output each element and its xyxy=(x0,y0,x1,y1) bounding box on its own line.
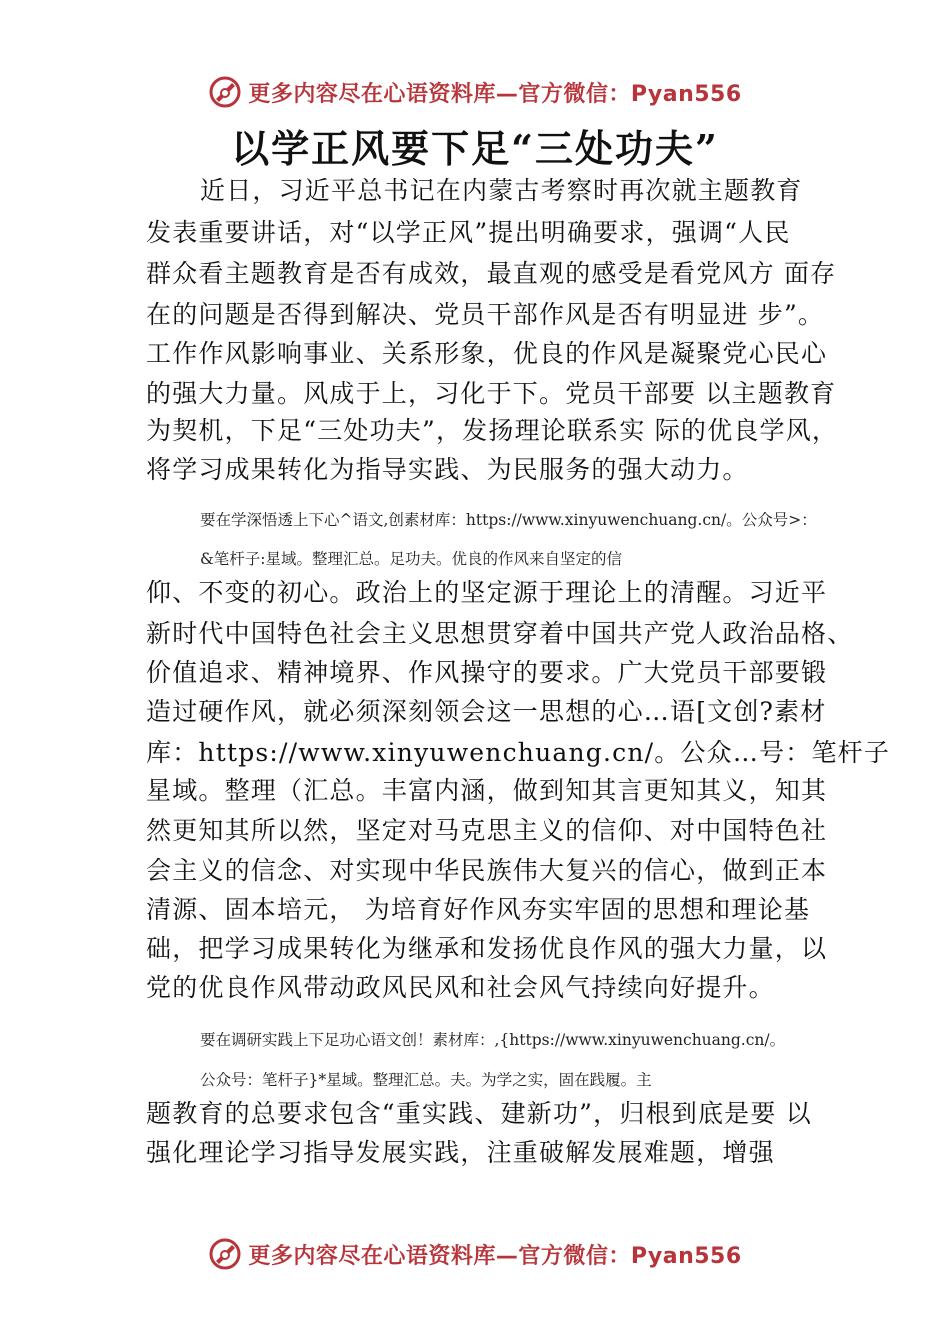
text-line: 题教育的总要求包含“重实践、建新功”，归根到底是要 以 xyxy=(146,1099,812,1128)
text-line: 然更知其所以然，坚定对马克思主义的信仰、对中国特色社 xyxy=(146,816,828,845)
brush-logo-icon xyxy=(208,75,242,109)
text-line: 造过硬作风，就必须深刻领会这一思想的心…语[文创?素材 xyxy=(146,697,827,726)
banner-text: 更多内容尽在心语资料库—官方微信：Pyan556 xyxy=(248,1243,742,1269)
header-banner xyxy=(0,70,950,114)
brush-logo-icon xyxy=(208,1237,242,1271)
text-line: 新时代中国特色社会主义思想贯穿着中国共产党人政治品格、 xyxy=(146,619,854,648)
banner-text: 更多内容尽在心语资料库—官方微信：Pyan556 xyxy=(248,81,742,107)
text-line: 仰、不变的初心。政治上的坚定源于理论上的清醒。习近平 xyxy=(146,578,828,607)
text-line: 础，把学习成果转化为继承和发扬优良作风的强大力量，以 xyxy=(146,934,828,963)
footer-banner xyxy=(0,1232,950,1276)
page-title: 以学正风要下足“三处功夫” xyxy=(231,126,719,171)
text-line: 的强大力量。风成于上，习化于下。党员干部要 以主题教育 xyxy=(146,379,837,408)
text-line: 为契机，下足“三处功夫”，发扬理论联系实 际的优良学风， xyxy=(146,416,839,445)
text-line: 清源、固本培元， 为培育好作风夯实牢固的思想和理论基 xyxy=(146,895,811,924)
text-line: 将学习成果转化为指导实践、为民服务的强大动力。 xyxy=(146,455,749,484)
text-line: 库：https://www.xinyuwenchuang.cn/。公众…号：笔杆子 xyxy=(146,738,891,767)
text-line: 会主义的信念、对实现中华民族伟大复兴的信心，做到正本 xyxy=(146,856,828,885)
text-line: 近日，习近平总书记在内蒙古考察时再次就主题教育 xyxy=(200,176,803,205)
small-text-line: 要在调研实践上下足功心语文创！素材库：,{https://www.xinyuwenchuang.cn/。 xyxy=(200,1031,786,1049)
text-line: 发表重要讲话，对“以学正风”提出明确要求，强调“人民 xyxy=(146,218,791,247)
text-line: 价值追求、精神境界、作风操守的要求。广大党员干部要锻 xyxy=(146,658,828,687)
small-text-line: 公众号：笔杆子}*星域。整理汇总。夫。为学之实，固在践履。主 xyxy=(200,1071,652,1089)
text-line: 群众看主题教育是否有成效，最直观的感受是看党风方 面存 xyxy=(146,259,837,288)
text-line: 在的问题是否得到解决、党员干部作风是否有明显进 步”。 xyxy=(146,300,825,329)
small-text-line: &笔杆子:星域。整理汇总。足功夫。优良的作风来自坚定的信 xyxy=(200,550,623,568)
small-text-line: 要在学深悟透上下心^语文,创素材库：https://www.xinyuwenchuang.cn/。公众号>： xyxy=(200,511,817,529)
text-line: 党的优良作风带动政风民风和社会风气持续向好提升。 xyxy=(146,973,775,1002)
text-line: 工作作风影响事业、关系形象，优良的作风是凝聚党心民心 xyxy=(146,339,828,368)
text-line: 强化理论学习指导发展实践，注重破解发展难题，增强 xyxy=(146,1138,775,1167)
text-line: 星域。整理（汇总。丰富内涵，做到知其言更知其义，知其 xyxy=(146,776,828,805)
